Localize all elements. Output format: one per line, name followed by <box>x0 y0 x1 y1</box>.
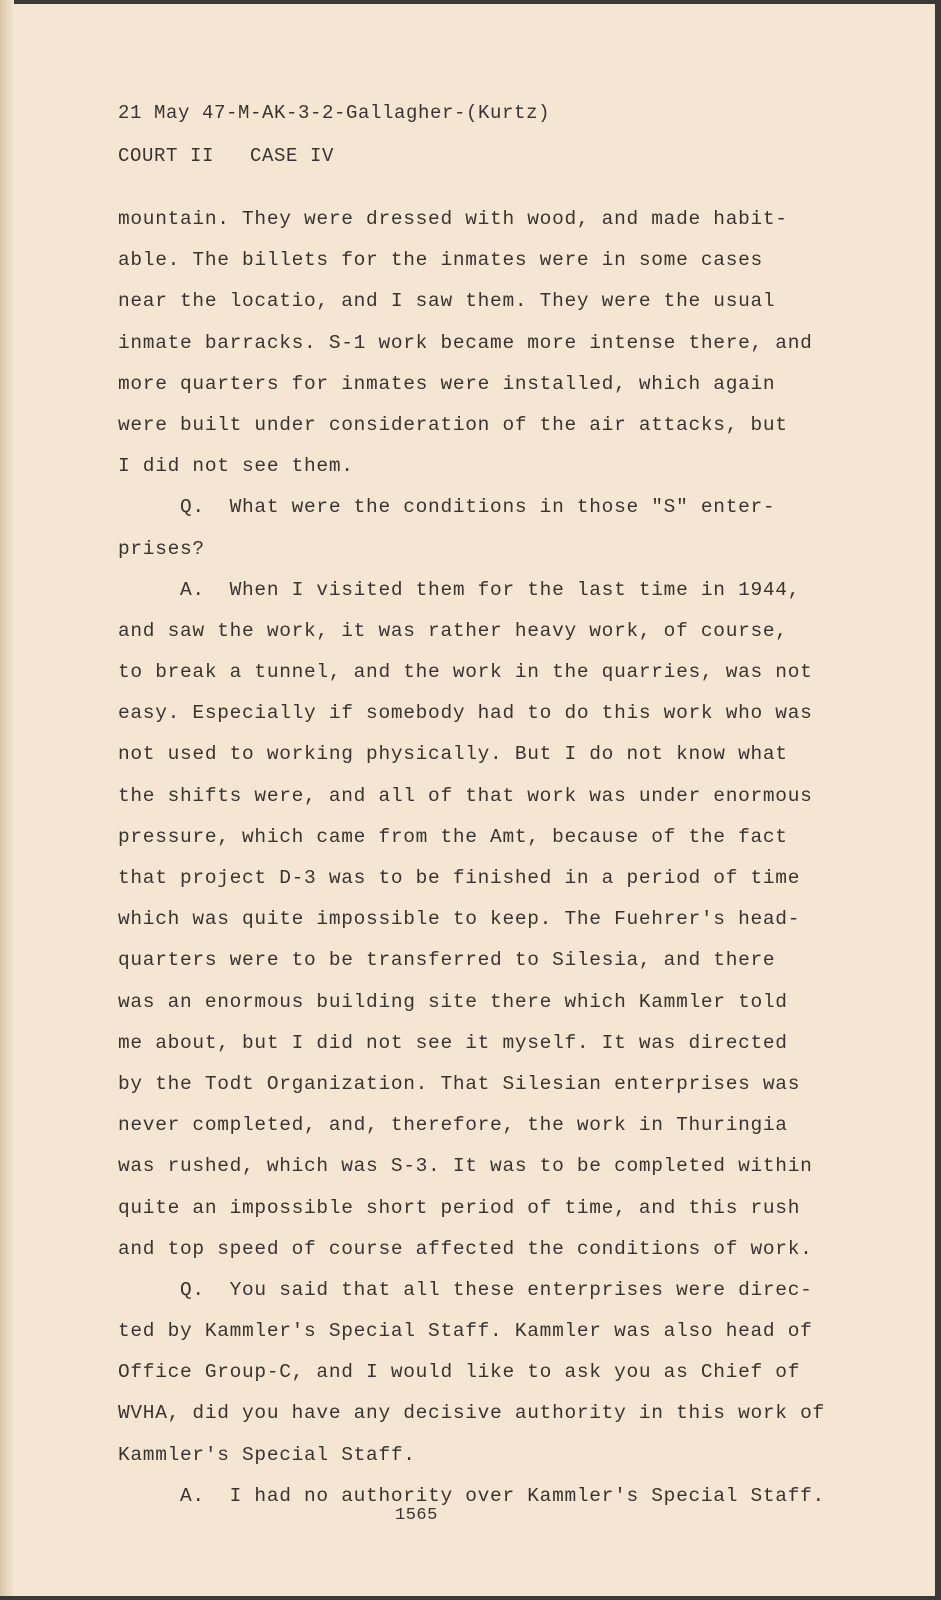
transcript-line: not used to working physically. But I do not know what <box>118 743 788 766</box>
page-edge-bottom <box>0 1596 941 1600</box>
transcript-line: quite an impossible short period of time, and this rush <box>118 1196 801 1219</box>
transcript-line: was an enormous building site there which Kammler told <box>118 990 788 1013</box>
transcript-line: near the locatio, and I saw them. They were the usual <box>118 290 776 313</box>
transcript-line: WVHA, did you have any decisive authority in this work of <box>118 1402 825 1425</box>
transcript-line: Office Group-C, and I would like to ask you as Chief of <box>118 1361 801 1384</box>
transcript-line: and top speed of course affected the conditions of work. <box>118 1237 813 1260</box>
transcript-line: to break a tunnel, and the work in the quarries, was not <box>118 661 813 684</box>
transcript-line: inmate barracks. S-1 work became more intense there, and <box>118 331 813 354</box>
transcript-line: were built under consideration of the air attacks, but <box>118 413 788 436</box>
header-session-line: 21 May 47-M-AK-3-2-Gallagher-(Kurtz) <box>118 102 551 124</box>
transcript-line: never completed, and, therefore, the work in Thuringia <box>118 1114 788 1137</box>
transcript-line: Q. You said that all these enterprises were direc- <box>118 1278 813 1301</box>
page-edge-right <box>935 0 941 1600</box>
transcript-line: ted by Kammler's Special Staff. Kammler was also head of <box>118 1320 813 1343</box>
transcript-line: more quarters for inmates were installed, which again <box>118 372 776 395</box>
transcript-line: that project D-3 was to be finished in a period of time <box>118 867 801 889</box>
transcript-line: prises? <box>118 537 205 560</box>
header-court-case-line: COURT II CASE IV <box>118 145 335 167</box>
transcript-line: Kammler's Special Staff. <box>118 1443 416 1466</box>
transcript-line: A. I had no authority over Kammler's Special Staff. <box>118 1484 825 1507</box>
transcript-line: by the Todt Organization. That Silesian enterprises was <box>118 1072 801 1095</box>
transcript-line: easy. Especially if somebody had to do this work who was <box>118 702 813 725</box>
page-number: 1565 <box>395 1506 438 1525</box>
page-edge-top <box>0 0 941 4</box>
page-edge-left <box>0 0 14 1600</box>
transcript-line: able. The billets for the inmates were in some cases <box>118 249 763 272</box>
transcript-line: was rushed, which was S-3. It was to be completed within <box>118 1155 813 1178</box>
transcript-line: the shifts were, and all of that work was under enormous <box>118 784 813 807</box>
transcript-line: quarters were to be transferred to Silesia, and there <box>118 949 776 972</box>
transcript-line: A. When I visited them for the last time in 1944, <box>118 578 801 601</box>
transcript-line: pressure, which came from the Amt, because of the fact <box>118 825 788 848</box>
transcript-line: Q. What were the conditions in those "S" enter- <box>118 496 776 519</box>
transcript-line: which was quite impossible to keep. The Fuehrer's head- <box>118 908 801 931</box>
transcript-line: I did not see them. <box>118 455 354 478</box>
transcript-body <box>118 199 825 1517</box>
transcript-line: and saw the work, it was rather heavy work, of course, <box>118 619 788 642</box>
transcript-line: mountain. They were dressed with wood, and made habit- <box>118 208 788 230</box>
transcript-line: me about, but I did not see it myself. It was directed <box>118 1031 788 1054</box>
